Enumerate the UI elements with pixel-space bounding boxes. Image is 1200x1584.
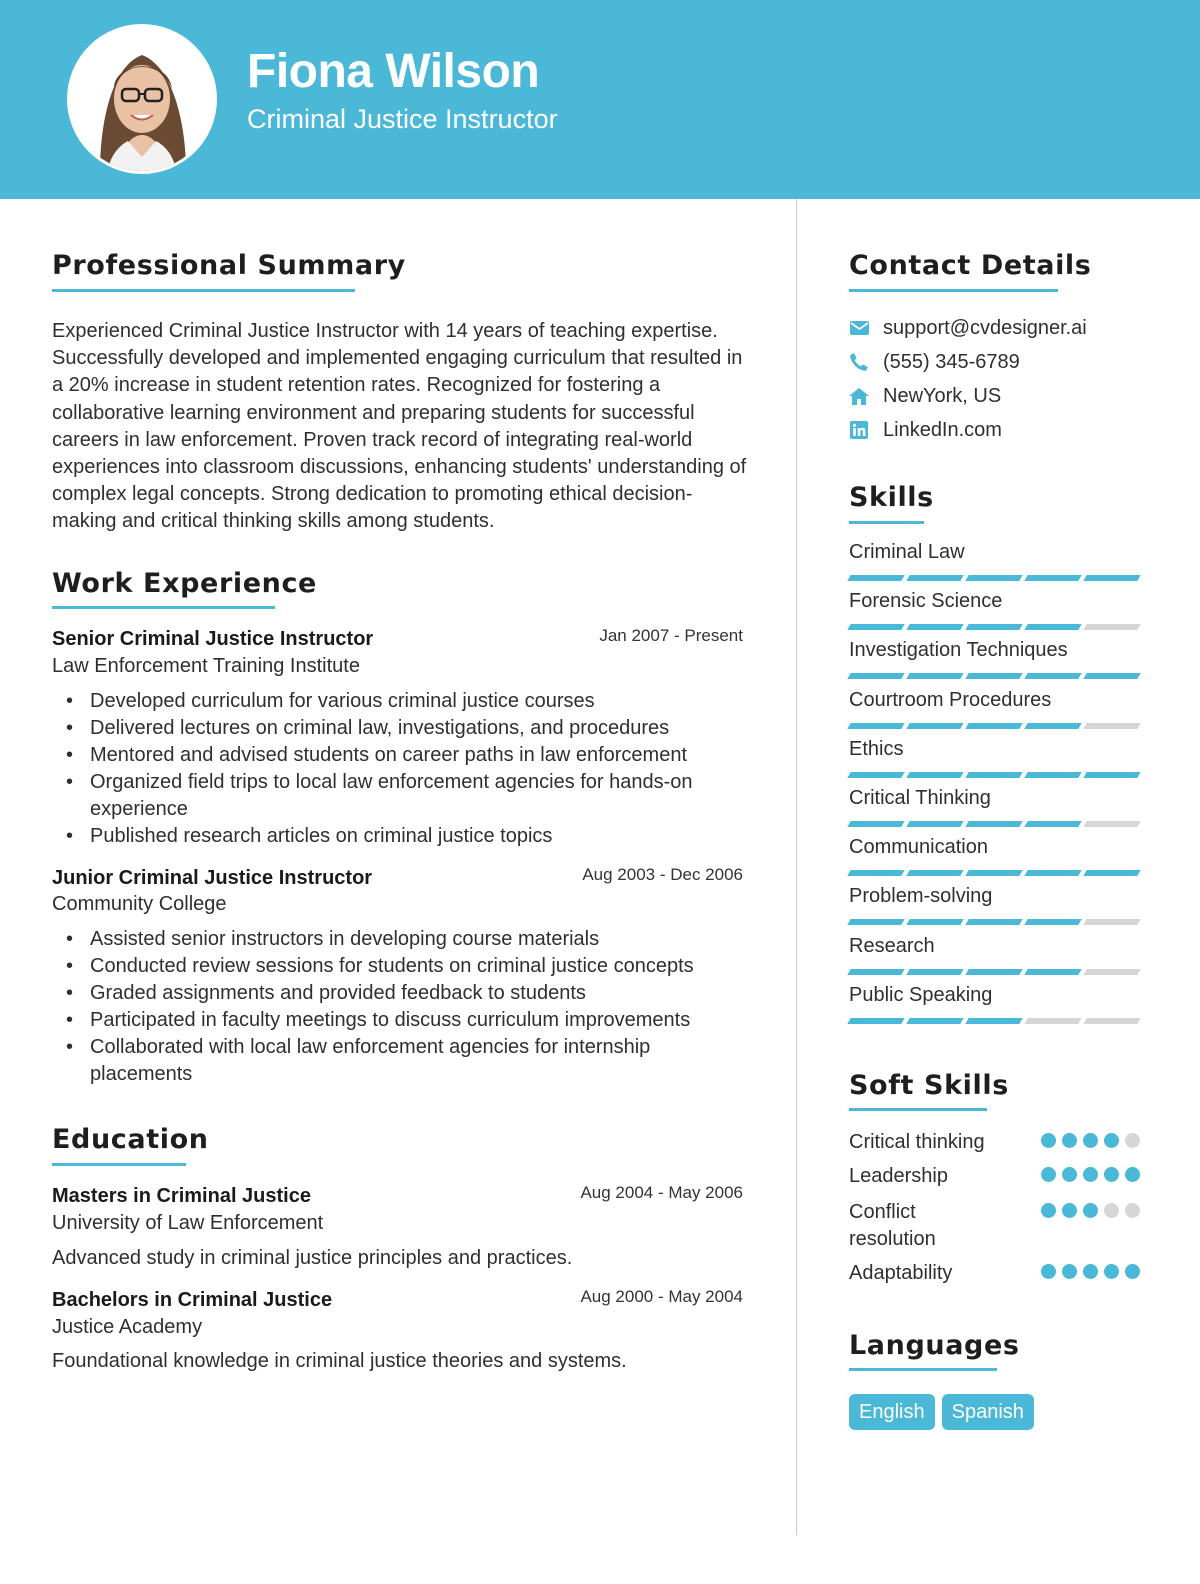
rating-dot-filled [1125, 1264, 1140, 1279]
soft-skill-name: Conflict resolution [849, 1201, 936, 1250]
skill-level-segment-filled [906, 821, 963, 827]
rating-dot-filled [1125, 1167, 1140, 1182]
skill-level-bar [849, 1018, 1139, 1024]
header-banner [0, 0, 1200, 199]
soft-skill-name: Adaptability [849, 1262, 953, 1284]
rating-dot-filled [1104, 1264, 1119, 1279]
rating-dot-filled [1104, 1167, 1119, 1182]
job-title: Junior Criminal Justice Instructor [52, 867, 373, 889]
home-icon [849, 386, 869, 406]
skill-name: Forensic Science [849, 590, 1003, 612]
skill-name: Critical Thinking [849, 787, 991, 809]
skill-level-bar [849, 575, 1139, 581]
candidate-name: Fiona Wilson [247, 45, 540, 98]
skill-level-segment-filled [847, 575, 904, 581]
soft-skills-heading-underline [849, 1108, 987, 1111]
envelope-icon [849, 318, 869, 338]
rating-dot-filled [1062, 1167, 1077, 1182]
skill-level-segment-filled [965, 624, 1022, 630]
job-bullet: • Conducted review sessions for students on criminal justice concepts [52, 953, 742, 980]
skill-level-segment-filled [906, 969, 963, 975]
job-organization: Law Enforcement Training Institute [52, 655, 360, 677]
job-dates: Jan 2007 - Present [599, 626, 743, 645]
education-heading: Education [52, 1124, 209, 1155]
profile-photo [67, 24, 217, 174]
contact-linkedin[interactable] [849, 417, 1002, 443]
skill-name: Communication [849, 836, 988, 858]
contact-email-text: support@cvdesigner.ai [883, 316, 1087, 339]
job-organization: Community College [52, 893, 227, 915]
skills-heading-underline [849, 521, 924, 524]
summary-heading-underline [52, 289, 355, 292]
skill-level-segment-filled [1024, 919, 1081, 925]
languages-heading-underline [849, 1368, 997, 1371]
skill-level-segment-filled [847, 772, 904, 778]
skill-level-segment-filled [965, 723, 1022, 729]
skill-level-segment-filled [847, 821, 904, 827]
rating-dot-filled [1041, 1133, 1056, 1148]
skill-level-segment-filled [906, 575, 963, 581]
job-bullet: • Developed curriculum for various criminal justice courses [52, 688, 742, 715]
skill-level-segment-filled [906, 772, 963, 778]
skill-name: Criminal Law [849, 541, 965, 563]
skill-level-segment-filled [1083, 870, 1140, 876]
languages-heading: Languages [849, 1330, 1020, 1361]
languages-list [849, 1394, 1034, 1430]
skill-level-bar [849, 723, 1139, 729]
skill-level-bar [849, 821, 1139, 827]
rating-dot-empty [1125, 1203, 1140, 1218]
rating-dot-filled [1041, 1203, 1056, 1218]
degree-description: Advanced study in criminal justice principles and practices. [52, 1247, 573, 1269]
soft-skill-name: Critical thinking [849, 1131, 985, 1153]
skill-level-segment-filled [965, 575, 1022, 581]
skill-level-segment-filled [1024, 969, 1081, 975]
rating-dot-filled [1041, 1167, 1056, 1182]
phone-icon [849, 352, 869, 372]
skill-level-segment-filled [1083, 673, 1140, 679]
school-name: Justice Academy [52, 1316, 203, 1338]
skill-level-bar [849, 624, 1139, 630]
rating-dot-filled [1104, 1133, 1119, 1148]
rating-dot-filled [1083, 1264, 1098, 1279]
job-bullet-list [52, 926, 742, 1088]
skill-level-segment-filled [965, 1018, 1022, 1024]
skill-level-segment-filled [847, 673, 904, 679]
job-bullet: • Participated in faculty meetings to discuss curriculum improvements [52, 1007, 742, 1034]
skill-level-segment-filled [1024, 821, 1081, 827]
contact-location [849, 383, 1001, 409]
contact-phone[interactable] [849, 349, 1020, 375]
skill-level-segment-empty [1083, 821, 1140, 827]
contact-phone-text: (555) 345-6789 [883, 350, 1020, 373]
skill-level-segment-filled [965, 969, 1022, 975]
rating-dot-empty [1125, 1133, 1140, 1148]
degree-dates: Aug 2004 - May 2006 [580, 1183, 743, 1202]
skill-level-segment-filled [906, 919, 963, 925]
experience-heading-underline [52, 606, 275, 609]
soft-skill-rating [1041, 1203, 1140, 1218]
skill-level-segment-filled [847, 723, 904, 729]
job-bullet: • Mentored and advised students on career paths in law enforcement [52, 742, 742, 769]
skill-level-segment-filled [847, 870, 904, 876]
degree-title: Bachelors in Criminal Justice [52, 1289, 333, 1311]
skill-level-bar [849, 772, 1139, 778]
soft-skill-rating [1041, 1264, 1140, 1279]
skill-name: Research [849, 935, 935, 957]
job-bullet: • Collaborated with local law enforcement agencies for internship placements [52, 1034, 742, 1088]
rating-dot-filled [1083, 1203, 1098, 1218]
linkedin-icon [849, 420, 869, 440]
summary-text: Experienced Criminal Justice Instructor with 14 years of teaching expertise. Successfully developed and implemented engaging curriculum that resulted in a 20% increase in student retention rates. Recognized for fostering a collaborative learning environment and preparing students for successful careers in law enforcement. Proven track record of integrating real-world experiences into classroom discussions, enhancing students' understanding of complex legal concepts. Strong dedication to promoting ethical decision-making and critical thinking skills among students. [52, 320, 747, 533]
skill-level-segment-filled [965, 870, 1022, 876]
job-bullet-list [52, 688, 742, 850]
skill-level-segment-filled [906, 870, 963, 876]
job-dates: Aug 2003 - Dec 2006 [582, 865, 743, 884]
job-title: Senior Criminal Justice Instructor [52, 628, 374, 650]
skill-name: Investigation Techniques [849, 639, 1068, 661]
contact-heading: Contact Details [849, 250, 1092, 281]
education-heading-underline [52, 1163, 186, 1166]
skill-level-bar [849, 870, 1139, 876]
rating-dot-filled [1083, 1133, 1098, 1148]
skill-name: Ethics [849, 738, 904, 760]
rating-dot-filled [1062, 1133, 1077, 1148]
skill-level-segment-filled [965, 919, 1022, 925]
language-tag: English [849, 1394, 935, 1430]
skill-level-segment-empty [1083, 919, 1140, 925]
skill-level-segment-empty [1024, 1018, 1081, 1024]
experience-heading: Work Experience [52, 568, 317, 599]
skills-heading: Skills [849, 482, 934, 513]
soft-skill-rating [1041, 1133, 1140, 1148]
rating-dot-empty [1104, 1203, 1119, 1218]
degree-description: Foundational knowledge in criminal justice theories and systems. [52, 1350, 627, 1372]
skill-level-segment-empty [1083, 624, 1140, 630]
skill-level-segment-filled [906, 723, 963, 729]
school-name: University of Law Enforcement [52, 1212, 324, 1234]
skill-level-segment-filled [1024, 673, 1081, 679]
column-divider [796, 199, 797, 1535]
job-bullet: • Assisted senior instructors in developing course materials [52, 926, 742, 953]
rating-dot-filled [1083, 1167, 1098, 1182]
skill-level-bar [849, 969, 1139, 975]
skill-level-segment-filled [1083, 575, 1140, 581]
skill-level-segment-filled [1083, 772, 1140, 778]
degree-dates: Aug 2000 - May 2004 [580, 1287, 743, 1306]
skill-level-segment-filled [906, 673, 963, 679]
skill-level-segment-filled [965, 821, 1022, 827]
profile-photo-illustration [70, 27, 214, 171]
skill-level-segment-filled [906, 624, 963, 630]
skill-level-segment-filled [1024, 772, 1081, 778]
language-tag: Spanish [942, 1394, 1034, 1430]
contact-linkedin-text: LinkedIn.com [883, 418, 1002, 441]
skill-name: Public Speaking [849, 984, 993, 1006]
soft-skill-rating [1041, 1167, 1140, 1182]
skill-name: Courtroom Procedures [849, 689, 1052, 711]
rating-dot-filled [1041, 1264, 1056, 1279]
skill-level-segment-filled [1024, 624, 1081, 630]
contact-location-text: NewYork, US [883, 384, 1002, 407]
job-bullet: • Delivered lectures on criminal law, investigations, and procedures [52, 715, 742, 742]
degree-title: Masters in Criminal Justice [52, 1185, 311, 1207]
contact-heading-underline [849, 289, 1058, 292]
skill-level-segment-empty [1083, 1018, 1140, 1024]
skill-level-segment-filled [965, 673, 1022, 679]
soft-skill-name: Leadership [849, 1165, 948, 1187]
skill-level-segment-filled [1024, 575, 1081, 581]
skill-level-segment-filled [906, 1018, 963, 1024]
skill-level-segment-empty [1083, 723, 1140, 729]
skill-level-segment-filled [847, 969, 904, 975]
job-bullet: • Graded assignments and provided feedback to students [52, 980, 742, 1007]
skill-level-segment-filled [847, 919, 904, 925]
skill-level-bar [849, 673, 1139, 679]
soft-skills-heading: Soft Skills [849, 1070, 1009, 1101]
skill-level-segment-filled [847, 624, 904, 630]
skill-level-segment-filled [965, 772, 1022, 778]
skill-level-segment-filled [1024, 723, 1081, 729]
candidate-title: Criminal Justice Instructor [247, 104, 558, 134]
contact-email[interactable] [849, 315, 1087, 341]
skill-level-segment-filled [847, 1018, 904, 1024]
job-bullet: • Published research articles on criminal justice topics [52, 823, 742, 850]
skill-level-segment-empty [1083, 969, 1140, 975]
skill-name: Problem-solving [849, 885, 993, 907]
rating-dot-filled [1062, 1203, 1077, 1218]
job-bullet: • Organized field trips to local law enforcement agencies for hands-on experience [52, 769, 742, 823]
skill-level-bar [849, 919, 1139, 925]
skill-level-segment-filled [1024, 870, 1081, 876]
rating-dot-filled [1062, 1264, 1077, 1279]
summary-heading: Professional Summary [52, 250, 406, 281]
